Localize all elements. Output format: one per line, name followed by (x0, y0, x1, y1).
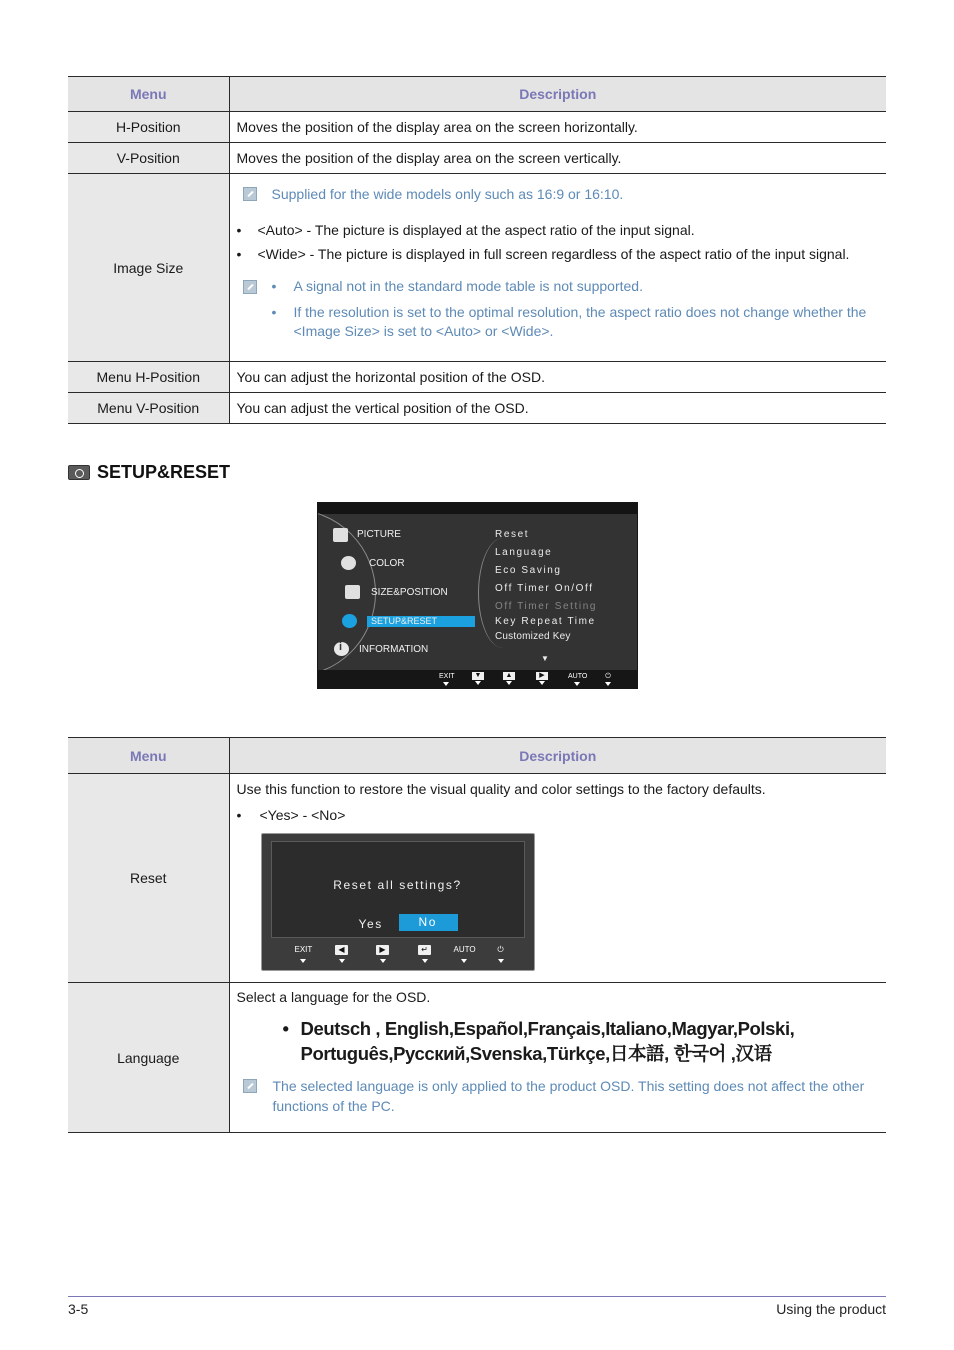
picture-icon (333, 528, 348, 542)
section-title: SETUP&RESET (97, 461, 231, 482)
up-button-icon: ▲ (502, 672, 516, 685)
reset-dialog-screenshot (261, 833, 535, 971)
wide-models-note-text: Supplied for the wide models only such as 16:9 or 16:10. (271, 186, 624, 202)
auto-option: • <Auto> - The picture is displayed at the aspect ratio of the input signal. (237, 218, 879, 242)
power-button-icon: ⏻ (493, 945, 509, 963)
yes-option: Yes (358, 917, 383, 931)
osd-button-bar (318, 670, 637, 688)
menu-cell-v-position: V-Position (68, 143, 229, 174)
dialog-button-bar (262, 940, 534, 970)
exit-button-label: EXIT (295, 945, 311, 963)
language-note-text: The selected language is only applied to the product OSD. This setting does not affect the other functions of the PC. (272, 1078, 865, 1114)
description-header: Description (229, 77, 886, 112)
osd-sub-language: Language (495, 547, 553, 558)
auto-button-label: AUTO (568, 672, 586, 686)
wide-models-note (237, 184, 879, 204)
language-list (283, 1016, 879, 1066)
no-option-selected: No (399, 914, 458, 931)
position-table (68, 76, 886, 424)
size-position-icon (345, 585, 360, 599)
desc-cell-v-position: Moves the position of the display area on the screen vertically. (229, 143, 886, 174)
color-palette-icon (341, 556, 356, 570)
menu-header: Menu (68, 77, 229, 112)
osd-sub-key-repeat: Key Repeat Time (495, 616, 596, 627)
power-button-icon: ⏻ (601, 672, 615, 686)
osd-sub-customized-key: Customized Key (495, 631, 571, 642)
more-down-arrow-icon: ▼ (541, 654, 551, 663)
menu-header: Menu (68, 738, 229, 774)
right-button-icon: ▶ (375, 945, 391, 963)
desc-cell-reset (229, 774, 886, 983)
reset-description: Use this function to restore the visual quality and color settings to the factory defaults. (236, 781, 766, 797)
yes-no-option: • <Yes> - <No> (237, 803, 879, 827)
language-description: Select a language for the OSD. (236, 989, 431, 1005)
menu-cell-reset: Reset (68, 774, 229, 983)
description-header: Description (229, 738, 886, 774)
desc-cell-h-position: Moves the position of the display area on the screen horizontally. (229, 112, 886, 143)
osd-item-color: COLOR (369, 558, 405, 569)
down-button-icon: ▼ (471, 672, 485, 685)
language-list-line-1: • Deutsch , English,Español,Français,Italiano,Magyar,Polski, (300, 1018, 795, 1039)
image-size-options (237, 218, 879, 266)
setup-icon (68, 465, 90, 480)
language-list-line-2: Português,Русский,Svenska,Türkçe,日本語, 한국어 ,汉语 (300, 1043, 772, 1064)
note-icon (243, 280, 257, 294)
right-button-icon: ▶ (535, 672, 549, 685)
osd-item-setup-reset: SETUP&RESET (371, 616, 438, 626)
chapter-title: Using the product (776, 1301, 886, 1317)
osd-item-information: INFORMATION (359, 644, 429, 655)
info-icon (334, 642, 349, 656)
menu-cell-h-position: H-Position (68, 112, 229, 143)
osd-sub-eco-saving: Eco Saving (495, 565, 562, 576)
desc-cell-language (229, 983, 886, 1133)
osd-menu-screenshot (317, 502, 638, 689)
desc-cell-menu-h-position: You can adjust the horizontal position of the OSD. (229, 362, 886, 393)
desc-cell-menu-v-position: You can adjust the vertical position of the OSD. (229, 393, 886, 424)
menu-cell-image-size: Image Size (68, 174, 229, 362)
left-button-icon: ◀ (334, 945, 350, 963)
signal-note (237, 277, 879, 341)
osd-sub-off-timer: Off Timer On/Off (495, 583, 594, 594)
signal-note-item: • A signal not in the standard mode table is not supported. (272, 277, 879, 296)
reset-options (237, 803, 879, 827)
gear-icon (342, 614, 357, 628)
auto-button-label: AUTO (454, 945, 474, 963)
menu-cell-language: Language (68, 983, 229, 1133)
menu-cell-menu-h-position: Menu H-Position (68, 362, 229, 393)
menu-cell-menu-v-position: Menu V-Position (68, 393, 229, 424)
wide-option: • <Wide> - The picture is displayed in full screen regardless of the aspect ratio of the input signal. (237, 242, 879, 266)
setup-reset-table (68, 737, 886, 1133)
note-icon (243, 187, 257, 201)
osd-item-size-position: SIZE&POSITION (371, 587, 448, 598)
osd-item-picture: PICTURE (357, 529, 401, 540)
footer-divider (68, 1296, 886, 1297)
language-note (237, 1076, 879, 1116)
reset-question: Reset all settings? (333, 878, 462, 892)
section-heading (68, 460, 230, 484)
resolution-note-item: • If the resolution is set to the optimal resolution, the aspect ratio does not change whether the <Image Size> is set to <Auto> or <Wide>. (272, 303, 879, 341)
osd-sub-reset: Reset (495, 529, 530, 540)
reset-dialog-panel (271, 841, 525, 938)
osd-sub-off-timer-setting: Off Timer Setting (495, 601, 598, 612)
note-icon (243, 1079, 257, 1093)
exit-button-label: EXIT (439, 672, 453, 686)
signal-note-list (272, 277, 879, 341)
osd-top-bar (318, 503, 637, 514)
page-number: 3-5 (68, 1301, 89, 1317)
enter-button-icon: ↵ (417, 945, 433, 963)
desc-cell-image-size (229, 174, 886, 362)
